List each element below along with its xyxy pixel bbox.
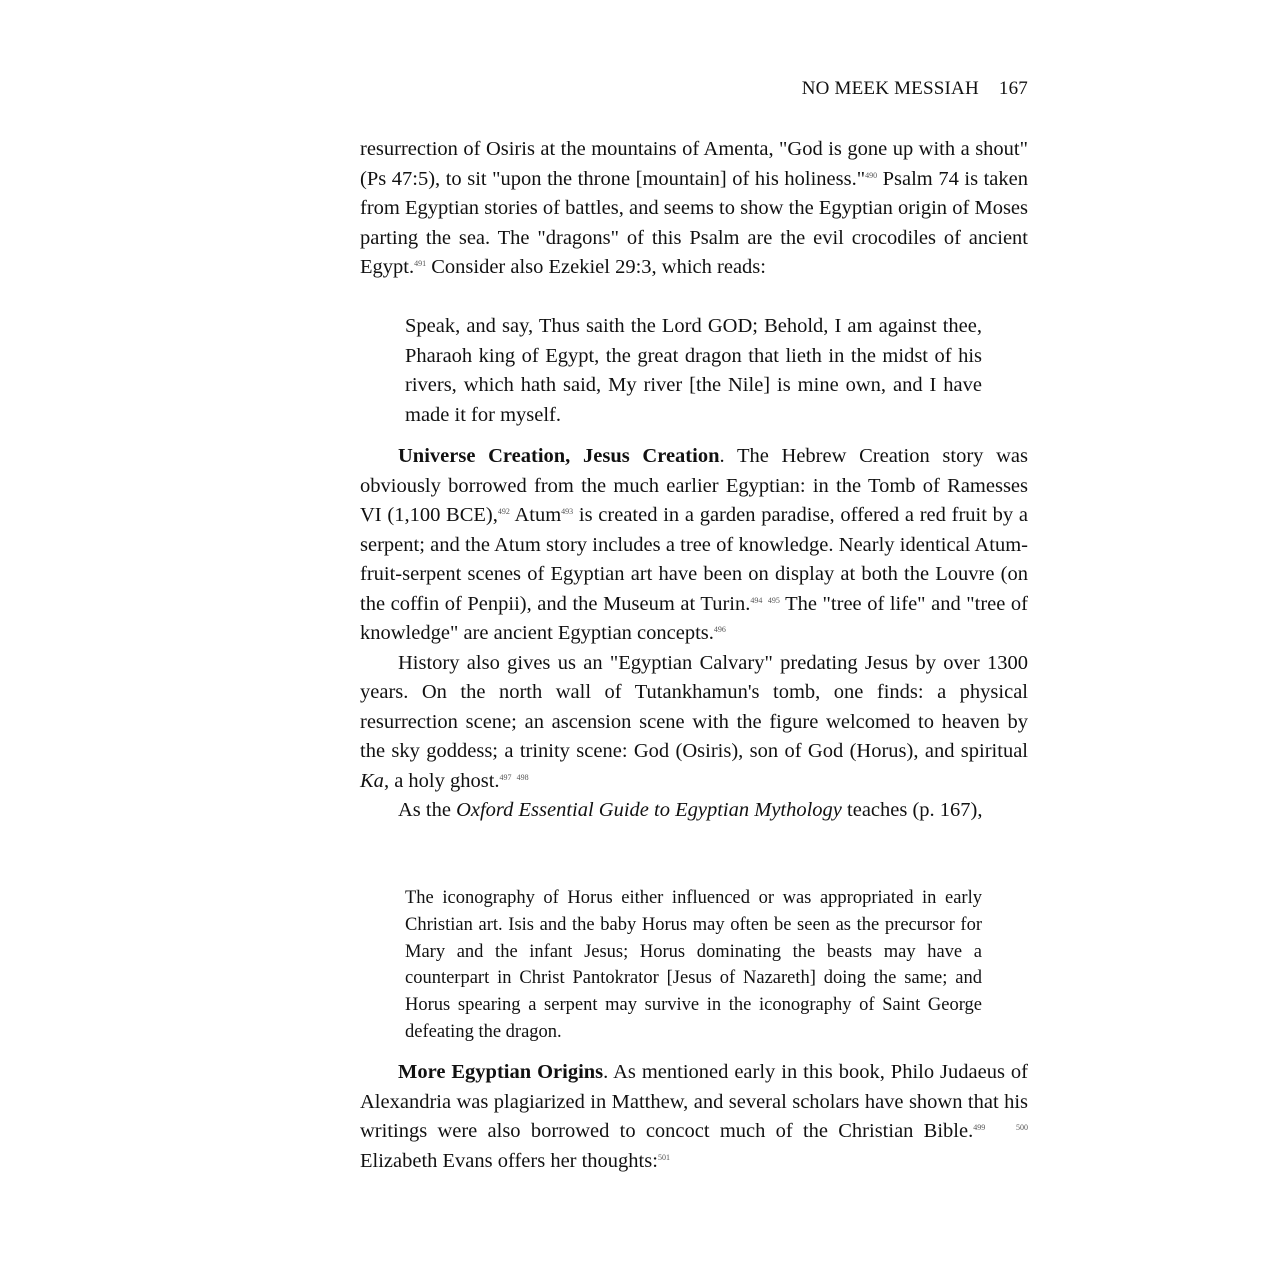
italic-term: Ka (360, 769, 384, 792)
paragraph-text: . As mentioned early in this book, Philo Judaeus of Alexandria was plagiarized in Matthew, and several scholars have shown that his writings were also borrowed to concoct much of the Christian Bible. (360, 1061, 1028, 1142)
paragraph-text: Consider also Ezekiel 29:3, which reads: (426, 256, 766, 278)
page-header (360, 78, 1028, 100)
block-quote-ezekiel (405, 312, 982, 430)
paragraph-oxford-guide (360, 796, 1028, 826)
section-universe-creation (360, 442, 1028, 826)
book-title: Oxford Essential Guide to Egyptian Mythology (456, 799, 842, 821)
paragraph-text: . The Hebrew Creation story was obviously borrowed from the much earlier Egyptian: in the Tomb of Ramesses VI (1,100 BCE), (360, 445, 1028, 526)
paragraph-text: Psalm 74 is taken from Egyptian stories of battles, and seems to show the Egyptian origin of Moses parting the sea. The "dragons" of this Psalm are the evil crocodiles of ancient Egypt. (360, 167, 1029, 278)
paragraph-text: Elizabeth Evans offers her thoughts: (360, 1149, 658, 1172)
block-quote-oxford (405, 885, 982, 1046)
footnote-ref: 495 (767, 595, 780, 605)
footnote-ref: 493 (561, 507, 574, 516)
footnote-ref: 500 (1016, 1123, 1028, 1132)
footnote-ref: 490 (865, 170, 878, 180)
paragraph-universe-creation (360, 442, 1028, 649)
footnote-ref: 494 (750, 595, 763, 605)
footnote-ref: 501 (657, 1152, 670, 1162)
paragraph-egyptian-calvary (360, 649, 1028, 797)
paragraph-text: Atum (509, 504, 562, 526)
paragraph-text: resurrection of Osiris at the mountains of Amenta, "God is gone up with a shout" (Ps 47:5), to sit "upon the throne [mountain] of his holiness." (360, 138, 1028, 190)
footnote-ref: 498 (516, 772, 529, 782)
quote-text: The iconography of Horus either influenced or was appropriated in early Christian art. Isis and the baby Horus may often be seen as the precursor for Mary and the infant Jesus; Horus dominating the beasts may have a counterpart in Christ Pantokrator [Jesus of Nazareth] doing the same; and Horus spearing a serpent may survive in the iconography of Saint George defeating the dragon. (405, 888, 982, 1042)
paragraph-osiris-psalms (360, 135, 1028, 283)
footnote-ref: 496 (713, 625, 726, 634)
footnote-ref: 497 (499, 772, 512, 782)
paragraph-text: , a holy ghost. (383, 769, 500, 792)
section-more-egyptian-origins (360, 1058, 1028, 1176)
section-heading: More Egyptian Origins (398, 1061, 604, 1083)
footnote-ref: 492 (497, 507, 510, 516)
section-heading: Universe Creation, Jesus Creation (398, 445, 720, 467)
paragraph-text: teaches (p. 167), (841, 799, 983, 821)
paragraph-text: The "tree of life" and "tree of knowledge" are ancient Egyptian concepts. (360, 592, 1029, 644)
running-title: NO MEEK MESSIAH (801, 78, 979, 99)
paragraph-text: History also gives us an "Egyptian Calvary" predating Jesus by over 1300 years. On the north wall of Tutankhamun's tomb, one finds: a physical resurrection scene; an ascension scene with the figure welcomed to heaven by the sky goddess; a trinity scene: God (Osiris), son of God (Horus), and spiritual (360, 651, 1028, 762)
footnote-ref: 491 (414, 259, 427, 268)
footnote-ref: 499 (973, 1123, 986, 1132)
paragraph-text: As the (398, 799, 457, 821)
paragraph-more-origins (360, 1058, 1028, 1176)
quote-text: Speak, and say, Thus saith the Lord GOD; Behold, I am against thee, Pharaoh king of Egypt, the great dragon that lieth in the midst of his rivers, which hath said, My river [the Nile] is mine own, and I have made it for myself. (405, 315, 982, 426)
page-number: 167 (998, 78, 1028, 99)
paragraph-text: is created in a garden paradise, offered a red fruit by a serpent; and the Atum story includes a tree of knowledge. Nearly identical Atum-fruit-serpent scenes of Egyptian art have been on display at both the Louvre (on the coffin of Penpii), and the Museum at Turin. (360, 504, 1028, 615)
